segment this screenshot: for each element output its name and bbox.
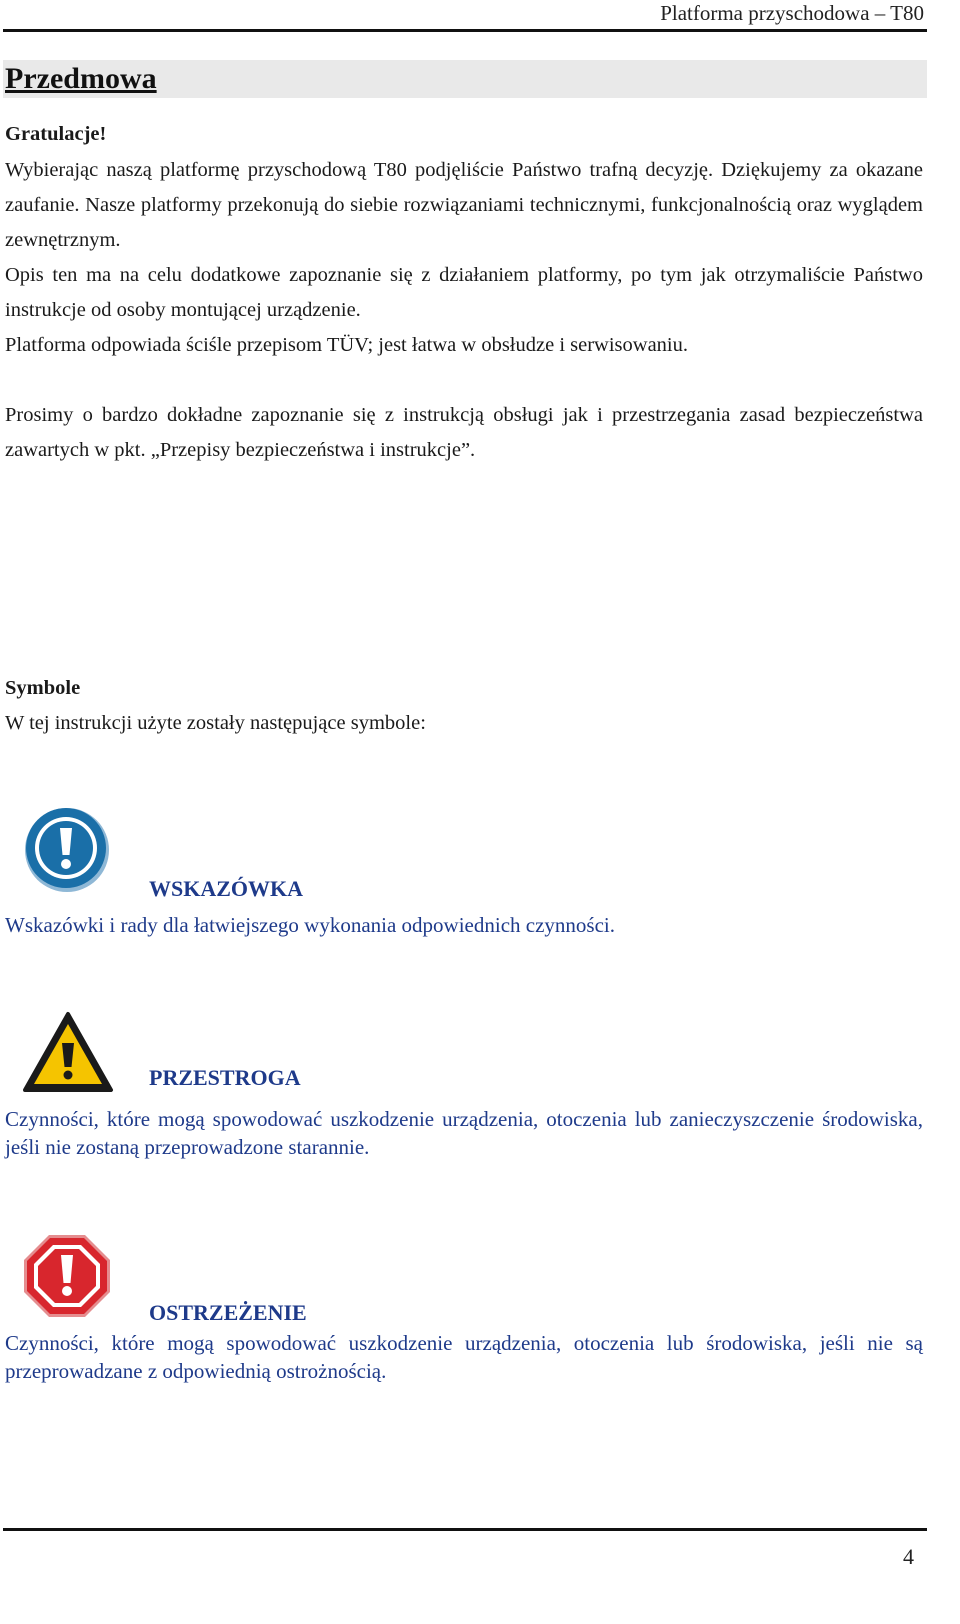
intro-paragraph-2: Opis ten ma na celu dodatkowe zapoznanie się z działaniem platformy, po tym jak otrzymaliście Państwo instrukcje od osoby montującej urządzenie. xyxy=(5,264,923,321)
page-number: 4 xyxy=(903,1544,914,1569)
notice-title-hint: WSKAZÓWKA xyxy=(149,876,304,901)
stop-octagon-icon xyxy=(22,1233,112,1324)
section-title: Przedmowa xyxy=(5,62,157,95)
greeting: Gratulacje! xyxy=(5,123,107,145)
warning-triangle-icon xyxy=(22,1011,114,1098)
notice-text-warning: Czynności, które mogą spowodować uszkodzenie urządzenia, otoczenia lub środowiska, jeśli nie są przeprowadzane z odpowiednią ostrożnością. xyxy=(5,1331,923,1383)
notice-title-warning: OSTRZEŻENIE xyxy=(149,1300,307,1325)
intro-paragraph-3: Platforma odpowiada ściśle przepisom TÜV; jest łatwa w obsłudze i serwisowaniu. xyxy=(5,334,688,356)
header-divider xyxy=(3,29,927,32)
notice-title-caution: PRZESTROGA xyxy=(149,1065,301,1090)
symbols-heading: Symbole xyxy=(5,677,81,699)
symbols-intro: W tej instrukcji użyte zostały następujące symbole: xyxy=(5,712,426,734)
notice-text-caution: Czynności, które mogą spowodować uszkodzenie urządzenia, otoczenia lub zanieczyszczenie środowiska, jeśli nie zostaną przeprowadzone starannie. xyxy=(5,1107,923,1159)
running-header: Platforma przyschodowa – T80 xyxy=(660,1,924,25)
intro-paragraph-4: Prosimy o bardzo dokładne zapoznanie się z instrukcją obsługi jak i przestrzegania zasad bezpieczeństwa zawartych w pkt. „Przepisy bezpieczeństwa i instrukcje”. xyxy=(5,404,923,461)
footer-divider xyxy=(3,1528,927,1531)
notice-text-hint: Wskazówki i rady dla łatwiejszego wykonania odpowiednich czynności. xyxy=(5,913,615,937)
intro-paragraph-1: Wybierając naszą platformę przyschodową T80 podjęliście Państwo trafną decyzję. Dziękujemy za okazane zaufanie. Nasze platformy przekonują do siebie rozwiązaniami technicznymi, funkcjonalnością oraz wyglądem zewnętrznym. xyxy=(5,159,923,251)
info-exclamation-icon xyxy=(22,806,112,897)
